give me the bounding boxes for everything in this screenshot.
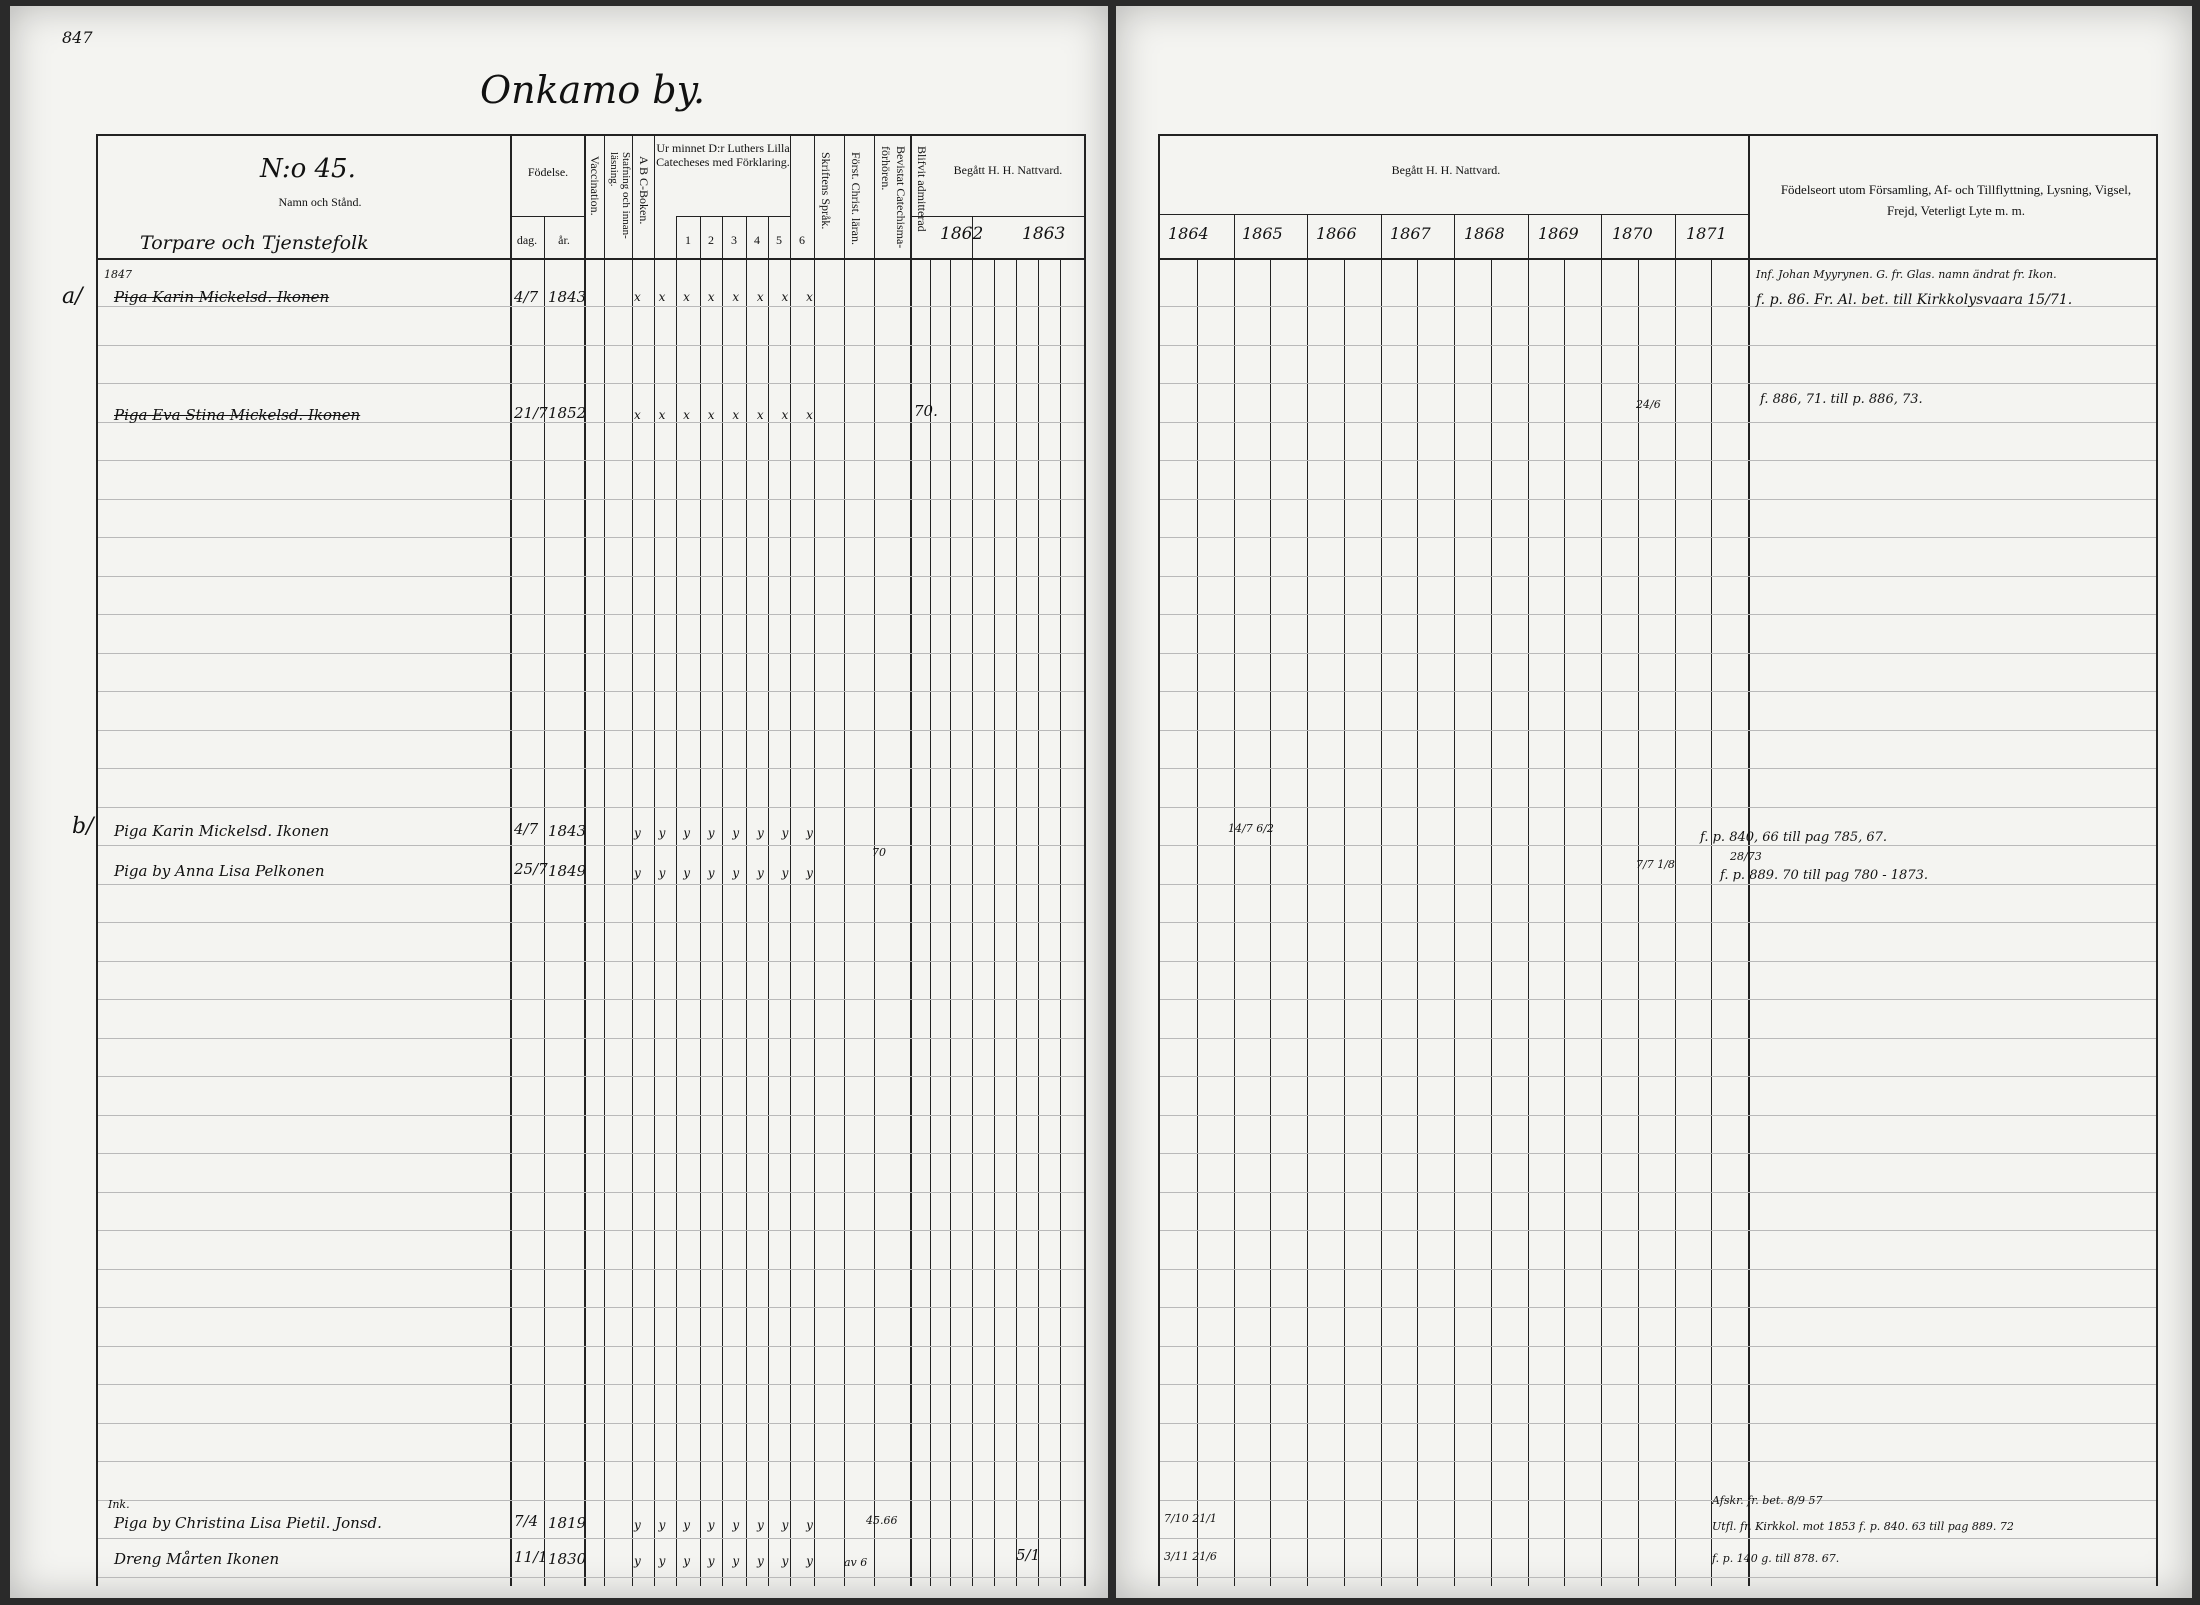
header-communion: Begått H. H. Nattvard. xyxy=(953,163,1063,177)
row-hearing: av 6 xyxy=(844,1556,868,1569)
row-birth-year: 1830 xyxy=(548,1550,587,1568)
table-right-border xyxy=(2156,134,2158,1586)
ruled-line xyxy=(98,1192,1084,1193)
row-marks: 7/7 1/8 xyxy=(1636,858,1675,871)
ruled-line xyxy=(98,730,1084,731)
table-top-border xyxy=(96,134,1086,136)
table-top-border xyxy=(1158,134,2158,136)
col-divider xyxy=(632,134,633,1586)
ruled-line xyxy=(1160,537,2156,538)
header-vaccination: Vaccination. xyxy=(588,156,602,216)
ruled-line xyxy=(98,1115,1084,1116)
ruled-line xyxy=(1160,422,2156,423)
header-year: år. xyxy=(558,233,570,247)
ruled-line xyxy=(1160,1192,2156,1193)
ruled-line xyxy=(1160,1230,2156,1231)
row-birth-day: 4/7 xyxy=(514,288,539,306)
header-birth: Födelse. xyxy=(527,165,569,179)
ruled-line xyxy=(98,306,1084,307)
col-divider xyxy=(874,134,875,1586)
ruled-line xyxy=(98,1038,1084,1039)
col-divider xyxy=(1528,214,1529,1586)
row-birth-day: 21/7 xyxy=(514,404,548,422)
row-birth-day: 11/1 xyxy=(514,1548,548,1566)
row-note: f. 886, 71. till p. 886, 73. xyxy=(1760,392,1923,407)
header-day: dag. xyxy=(516,233,538,247)
ruled-line xyxy=(98,499,1084,500)
ruled-line xyxy=(1160,884,2156,885)
header-admitted: Blifvit admitterad xyxy=(915,146,929,232)
row-name: Piga Eva Stina Mickelsd. Ikonen xyxy=(114,406,361,424)
table-right-border xyxy=(1084,134,1086,1586)
col-divider xyxy=(1601,214,1602,1586)
col-divider xyxy=(844,134,845,1586)
row-prefix: 1847 xyxy=(104,268,132,281)
catechism-subheader-line xyxy=(676,216,790,217)
row-birth-year: 1819 xyxy=(548,1514,587,1532)
row-mark: b/ xyxy=(72,814,94,839)
left-page xyxy=(10,6,1108,1598)
row-name: Piga by Christina Lisa Pietil. Jonsd. xyxy=(114,1514,382,1532)
cat-number: 5 xyxy=(776,233,782,247)
village-title: Onkamo by. xyxy=(480,68,706,112)
ruled-line xyxy=(1160,1577,2156,1578)
ruled-line xyxy=(98,1269,1084,1270)
col-divider xyxy=(1675,214,1676,1586)
year-1864: 1864 xyxy=(1168,224,1209,243)
ruled-line xyxy=(1160,1076,2156,1077)
row-hearing: 70 xyxy=(872,846,886,859)
page-number: 847 xyxy=(62,28,93,47)
row-mark: a/ xyxy=(62,284,83,309)
header-communion: Begått H. H. Nattvard. xyxy=(1391,163,1501,177)
header-christ: Först. Christ. läran. xyxy=(849,152,863,245)
row-marks: 14/7 6/2 xyxy=(1228,822,1274,835)
cat-number: 6 xyxy=(799,233,805,247)
row-marks: 24/6 xyxy=(1636,398,1661,411)
ruled-line xyxy=(1160,614,2156,615)
ruled-line xyxy=(98,345,1084,346)
row-birth-year: 1843 xyxy=(548,822,587,840)
ruled-line xyxy=(1160,1461,2156,1462)
col-divider xyxy=(1307,214,1308,1586)
ruled-line xyxy=(1160,1384,2156,1385)
col-divider xyxy=(1234,214,1235,1586)
row-birth-year: 1852 xyxy=(548,404,587,422)
header-scripture-lang: Skriftens Språk. xyxy=(819,152,833,230)
year-1868: 1868 xyxy=(1464,224,1505,243)
col-divider xyxy=(1454,214,1455,1586)
ruled-line xyxy=(98,653,1084,654)
row-birth-day: 4/7 xyxy=(514,820,539,838)
row-note: f. p. 889. 70 till pag 780 - 1873. xyxy=(1720,868,1928,883)
communion-subheader-line xyxy=(910,216,1084,217)
header-catechism: Ur minnet D:r Luthers Lilla Catecheses med Förklaring. xyxy=(656,141,790,169)
ruled-line xyxy=(1160,730,2156,731)
header-bottom-border xyxy=(1158,258,2158,260)
row-note: f. p. 140 g. till 878. 67. xyxy=(1712,1552,1840,1565)
ruled-line xyxy=(1160,845,2156,846)
ruled-line xyxy=(98,1500,1084,1501)
ruled-line xyxy=(98,1577,1084,1578)
ruled-line xyxy=(98,1230,1084,1231)
col-divider xyxy=(604,134,605,1586)
row-birth-year: 1849 xyxy=(548,862,587,880)
ruled-line xyxy=(1160,1423,2156,1424)
row-note: f. p. 840, 66 till pag 785, 67. xyxy=(1700,830,1888,845)
ruled-line xyxy=(98,1076,1084,1077)
ruled-line xyxy=(1160,961,2156,962)
right-page xyxy=(1116,6,2192,1598)
ruled-line xyxy=(98,1461,1084,1462)
ruled-line xyxy=(98,614,1084,615)
ruled-line xyxy=(98,1307,1084,1308)
year-1870: 1870 xyxy=(1612,224,1653,243)
ruled-line xyxy=(1160,460,2156,461)
ruled-line xyxy=(98,537,1084,538)
row-prefix: Ink. xyxy=(108,1498,130,1511)
ruled-line xyxy=(1160,999,2156,1000)
col-divider xyxy=(814,134,815,1586)
ruled-line xyxy=(98,807,1084,808)
ruled-line xyxy=(1160,691,2156,692)
header-catechism-hearing: Bevistat Catechisma-förhören. xyxy=(879,146,908,249)
ruled-line xyxy=(1160,1153,2156,1154)
ruled-line xyxy=(98,691,1084,692)
year-1865: 1865 xyxy=(1242,224,1283,243)
ruled-line xyxy=(1160,1115,2156,1116)
row-note-sub: 28/73 xyxy=(1730,850,1762,863)
communion-subheader-line xyxy=(1158,214,1748,215)
ruled-line xyxy=(98,922,1084,923)
row-ticks: x x x x x x x x xyxy=(634,290,820,304)
ruled-line xyxy=(98,884,1084,885)
year-1867: 1867 xyxy=(1390,224,1431,243)
ruled-line xyxy=(98,1153,1084,1154)
row-note: Afskr. fr. bet. 8/9 57 xyxy=(1712,1494,1823,1507)
row-hearing: 45.66 xyxy=(866,1514,898,1527)
row-ticks: y y y y y y y y xyxy=(634,1554,820,1568)
col-divider xyxy=(910,134,912,1586)
ruled-line xyxy=(1160,1269,2156,1270)
header-name: Namn och Stånd. xyxy=(278,195,362,209)
year-1863: 1863 xyxy=(1022,224,1066,244)
ruled-line xyxy=(1160,1500,2156,1501)
row-name: Dreng Mårten Ikonen xyxy=(114,1550,280,1568)
household-number: N:o 45. xyxy=(260,154,356,184)
row-birth-year: 1843 xyxy=(548,288,587,306)
cat-number: 3 xyxy=(731,233,737,247)
year-1869: 1869 xyxy=(1538,224,1579,243)
ruled-line xyxy=(1160,922,2156,923)
col-divider xyxy=(654,134,655,1586)
row-birth-day: 25/7 xyxy=(514,860,548,878)
col-divider xyxy=(790,134,791,1586)
ruled-line xyxy=(98,383,1084,384)
row-note: f. p. 86. Fr. Al. bet. till Kirkkolysvaara 15/71. xyxy=(1756,292,2073,308)
row-ticks: y y y y y y y y xyxy=(634,826,820,840)
ruled-line xyxy=(1160,383,2156,384)
row-note: Inf. Johan Myyrynen. G. fr. Glas. namn ändrat fr. Ikon. xyxy=(1756,268,2057,281)
row-name: Piga Karin Mickelsd. Ikonen xyxy=(114,288,330,306)
ruled-line xyxy=(98,1538,1084,1539)
section-label: Torpare och Tjenstefolk xyxy=(140,232,369,254)
table-left-border xyxy=(96,134,98,1586)
ruled-line xyxy=(98,768,1084,769)
ruled-line xyxy=(98,999,1084,1000)
row-admitted: 70. xyxy=(914,402,938,420)
ruled-line xyxy=(1160,1038,2156,1039)
year-1866: 1866 xyxy=(1316,224,1357,243)
birth-subheader-line xyxy=(510,216,584,217)
col-divider xyxy=(584,134,586,1586)
row-name: Piga by Anna Lisa Pelkonen xyxy=(114,862,325,880)
ruled-line xyxy=(98,1423,1084,1424)
row-ticks: y y y y y y y y xyxy=(634,866,820,880)
cat-number: 2 xyxy=(708,233,714,247)
cat-number: 4 xyxy=(754,233,760,247)
row-ticks: x x x x x x x x xyxy=(634,408,820,422)
ruled-line xyxy=(98,1384,1084,1385)
ruled-line xyxy=(98,460,1084,461)
ruled-line xyxy=(1160,499,2156,500)
col-divider xyxy=(1381,214,1382,1586)
row-marks: 3/11 21/6 xyxy=(1164,1550,1217,1563)
row-note: Utfl. fr. Kirkkol. mot 1853 f. p. 840. 63 till pag 889. 72 xyxy=(1712,1520,2014,1533)
header-abc: A B C-Boken. xyxy=(637,156,651,225)
row-communion: 5/1 xyxy=(1016,1546,1041,1564)
header-reading: Stafning och innan-läsning. xyxy=(608,152,632,239)
row-birth-day: 7/4 xyxy=(514,1512,539,1530)
row-name: Piga Karin Mickelsd. Ikonen xyxy=(114,822,330,840)
ruled-line xyxy=(1160,1346,2156,1347)
ruled-line xyxy=(1160,576,2156,577)
cat-number: 1 xyxy=(685,233,691,247)
header-bottom-border xyxy=(96,258,1086,260)
header-notes: Födelseort utom Församling, Af- och Tillflyttning, Lysning, Vigsel, Frejd, Veterligt Lyte m. m. xyxy=(1780,182,2132,218)
ruled-line xyxy=(1160,1538,2156,1539)
row-ticks: y y y y y y y y xyxy=(634,1518,820,1532)
ruled-line xyxy=(98,845,1084,846)
ruled-line xyxy=(98,1346,1084,1347)
ruled-line xyxy=(98,961,1084,962)
ruled-line xyxy=(1160,807,2156,808)
year-1862: 1862 xyxy=(940,224,984,244)
col-divider xyxy=(510,134,512,1586)
table-left-border xyxy=(1158,134,1160,1586)
ruled-line xyxy=(1160,768,2156,769)
row-marks: 7/10 21/1 xyxy=(1164,1512,1217,1525)
ruled-line xyxy=(1160,1307,2156,1308)
ruled-line xyxy=(1160,345,2156,346)
year-1871: 1871 xyxy=(1686,224,1727,243)
ruled-line xyxy=(1160,653,2156,654)
ruled-line xyxy=(98,576,1084,577)
